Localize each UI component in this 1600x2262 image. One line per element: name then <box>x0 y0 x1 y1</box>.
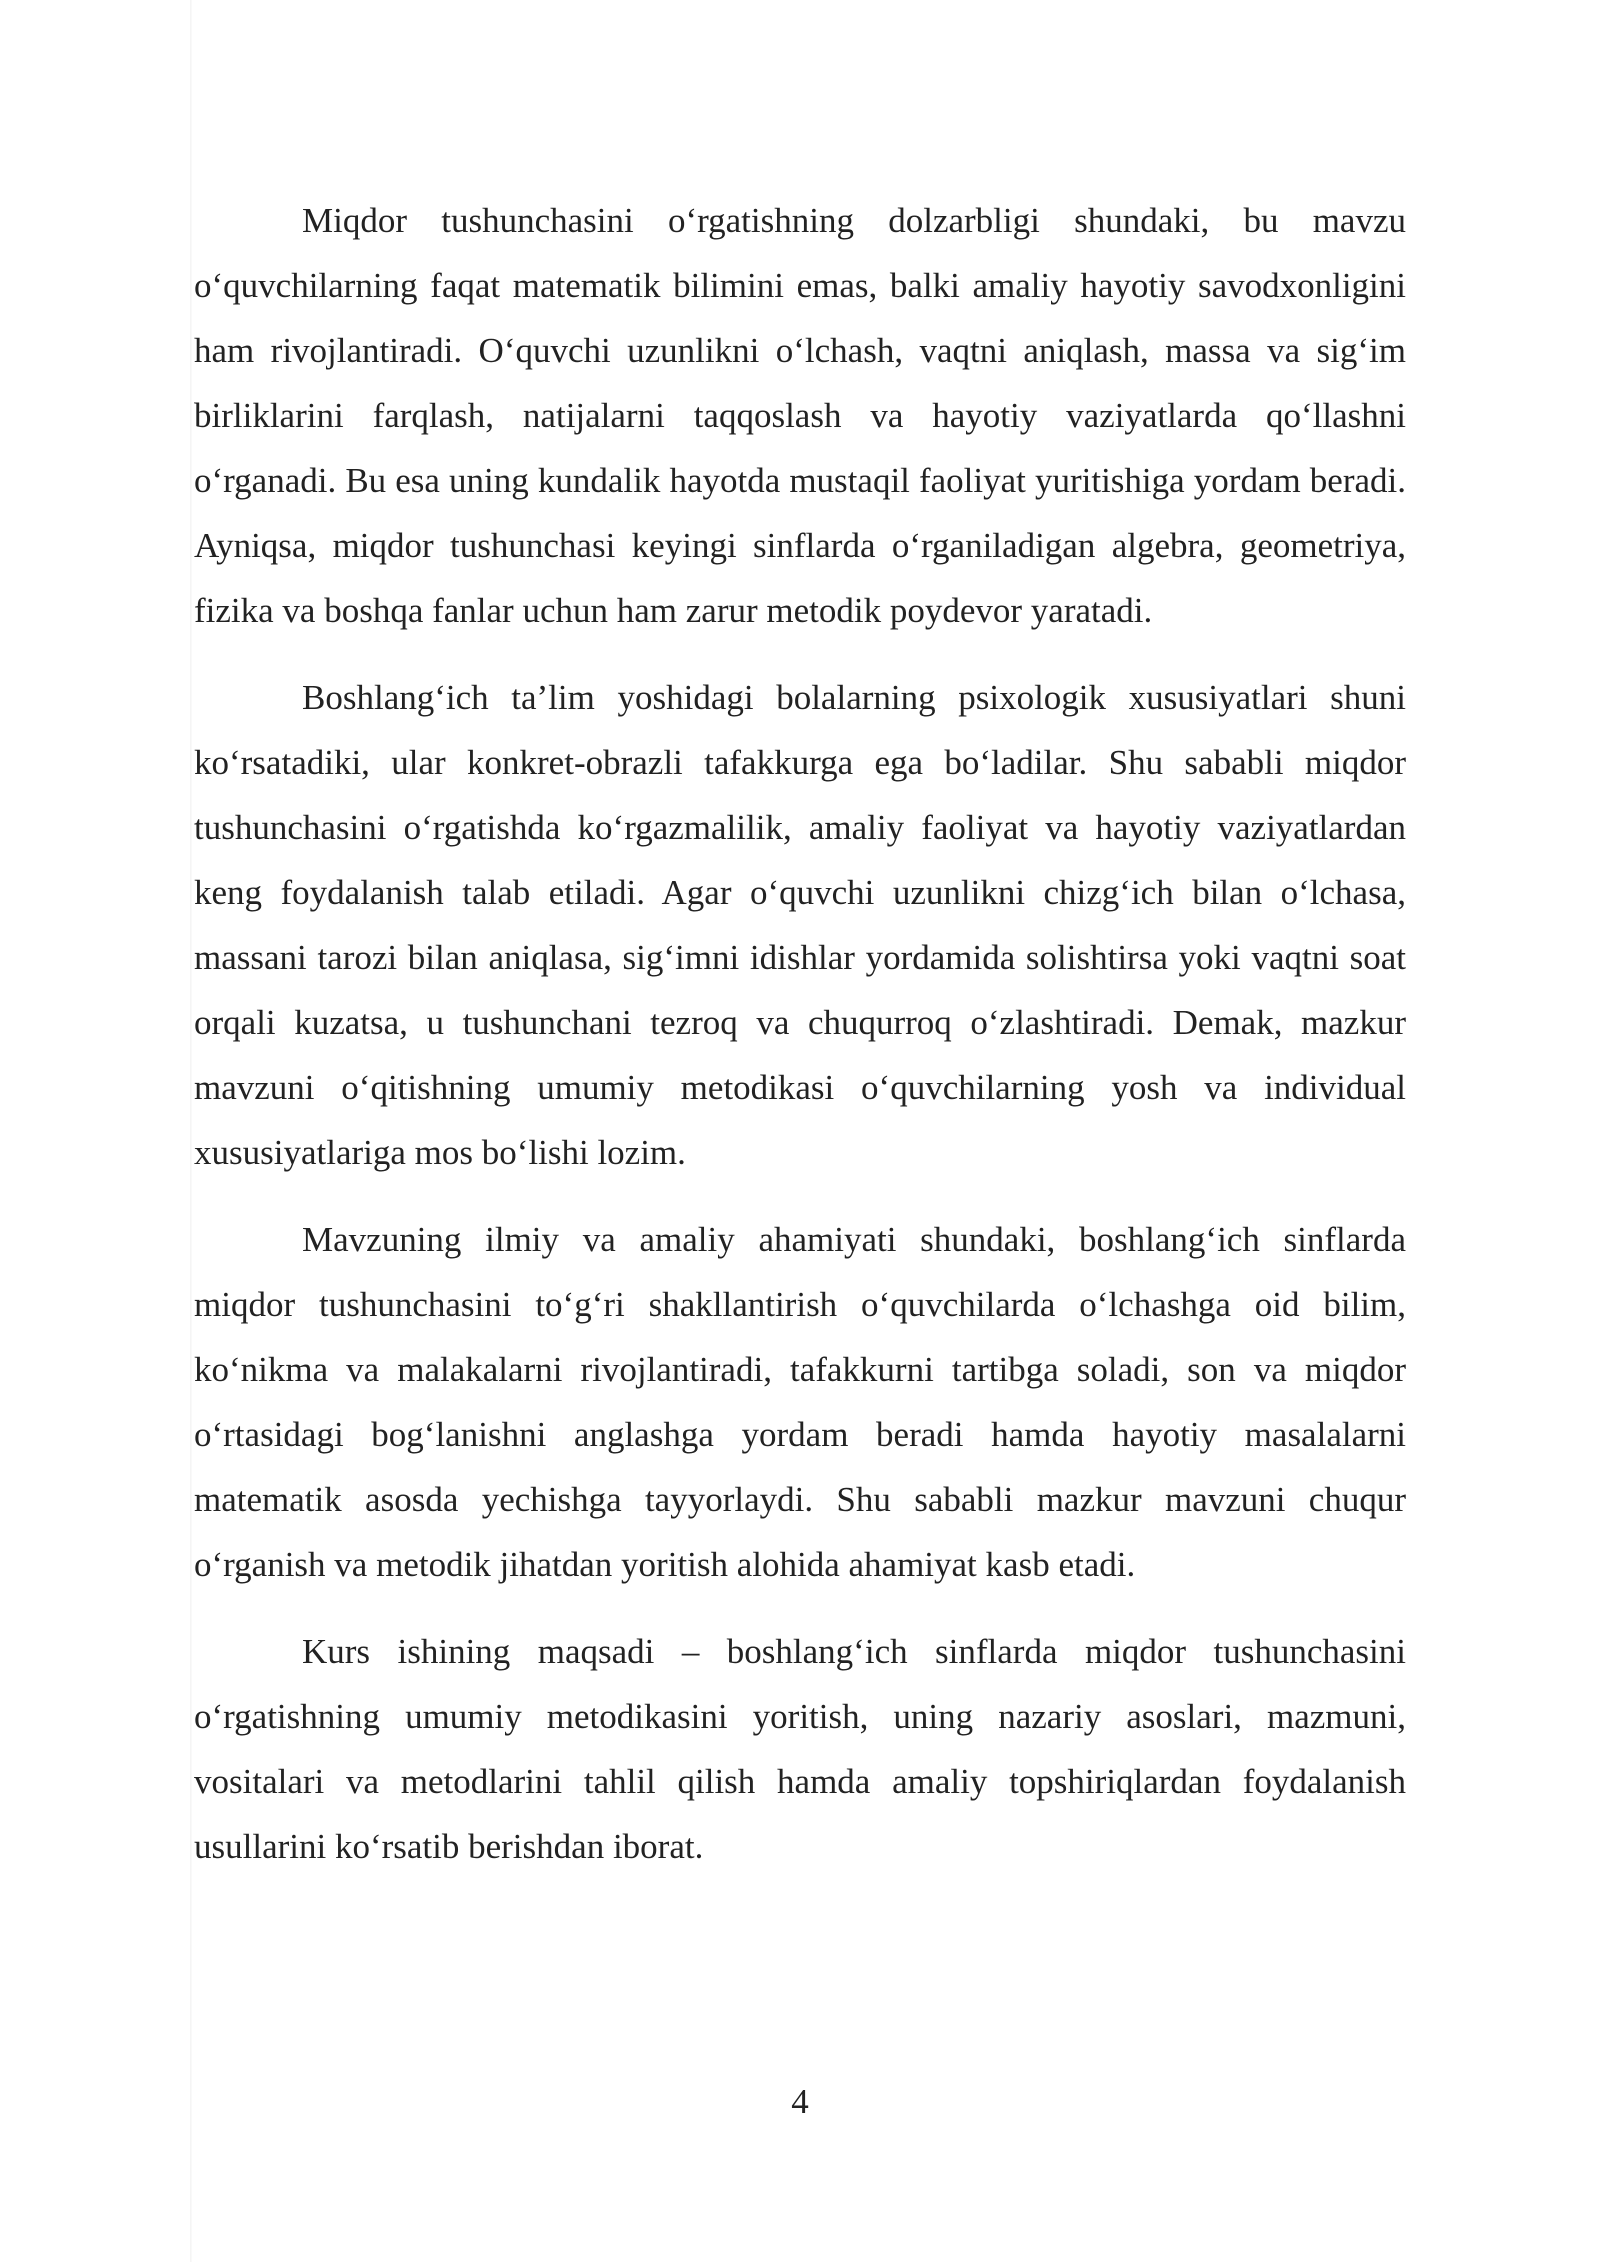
body-text <box>194 188 1406 1901</box>
paragraph-significance: Mavzuning ilmiy va amaliy ahamiyati shundaki, boshlang‘ich sinflarda miqdor tushunchasini to‘g‘ri shakllantirish o‘quvchilarda o‘lchashga oid bilim, ko‘nikma va malakalarni rivojlantiradi, tafakkurni tartibga soladi, son va miqdor o‘rtasidagi bog‘lanishni anglashga yordam beradi hamda hayotiy masalalarni matematik asosda yechishga tayyorlaydi. Shu sababli mazkur mavzuni chuqur o‘rganish va metodik jihatdan yoritish alohida ahamiyat kasb etadi. <box>194 1220 1406 1584</box>
page-number: 4 <box>791 2082 809 2121</box>
paragraph-goal: Kurs ishining maqsadi – boshlang‘ich sinflarda miqdor tushunchasini o‘rgatishning umumiy metodikasini yoritish, uning nazariy asoslari, mazmuni, vositalari va metodlarini tahlil qilish hamda amaliy topshiriqlardan foydalanish usullarini ko‘rsatib berishdan iborat. <box>194 1632 1406 1866</box>
paragraph-psychology: Boshlang‘ich ta’lim yoshidagi bolalarning psixologik xususiyatlari shuni ko‘rsatadiki, ular konkret-obrazli tafakkurga ega bo‘ladilar. Shu sababli miqdor tushunchasini o‘rgatishda ko‘rgazmalilik, amaliy faoliyat va hayotiy vaziyatlardan keng foydalanish talab etiladi. Agar o‘quvchi uzunlikni chizg‘ich bilan o‘lchasa, massani tarozi bilan aniqlasa, sig‘imni idishlar yordamida solishtirsa yoki vaqtni soat orqali kuzatsa, u tushunchani tezroq va chuqurroq o‘zlashtiradi. Demak, mazkur mavzuni o‘qitishning umumiy metodikasi o‘quvchilarning yosh va individual xususiyatlariga mos bo‘lishi lozim. <box>194 678 1406 1172</box>
paragraph-relevance: Miqdor tushunchasini o‘rgatishning dolzarbligi shundaki, bu mavzu o‘quvchilarning faqat matematik bilimini emas, balki amaliy hayotiy savodxonligini ham rivojlantiradi. O‘quvchi uzunlikni o‘lchash, vaqtni aniqlash, massa va sig‘im birliklarini farqlash, natijalarni taqqoslash va hayotiy vaziyatlarda qo‘llashni o‘rganadi. Bu esa uning kundalik hayotda mustaqil faoliyat yuritishiga yordam beradi. Ayniqsa, miqdor tushunchasi keyingi sinflarda o‘rganiladigan algebra, geometriya, fizika va boshqa fanlar uchun ham zarur metodik poydevor yaratadi. <box>194 201 1406 630</box>
page-margin-shadow <box>190 0 192 2262</box>
